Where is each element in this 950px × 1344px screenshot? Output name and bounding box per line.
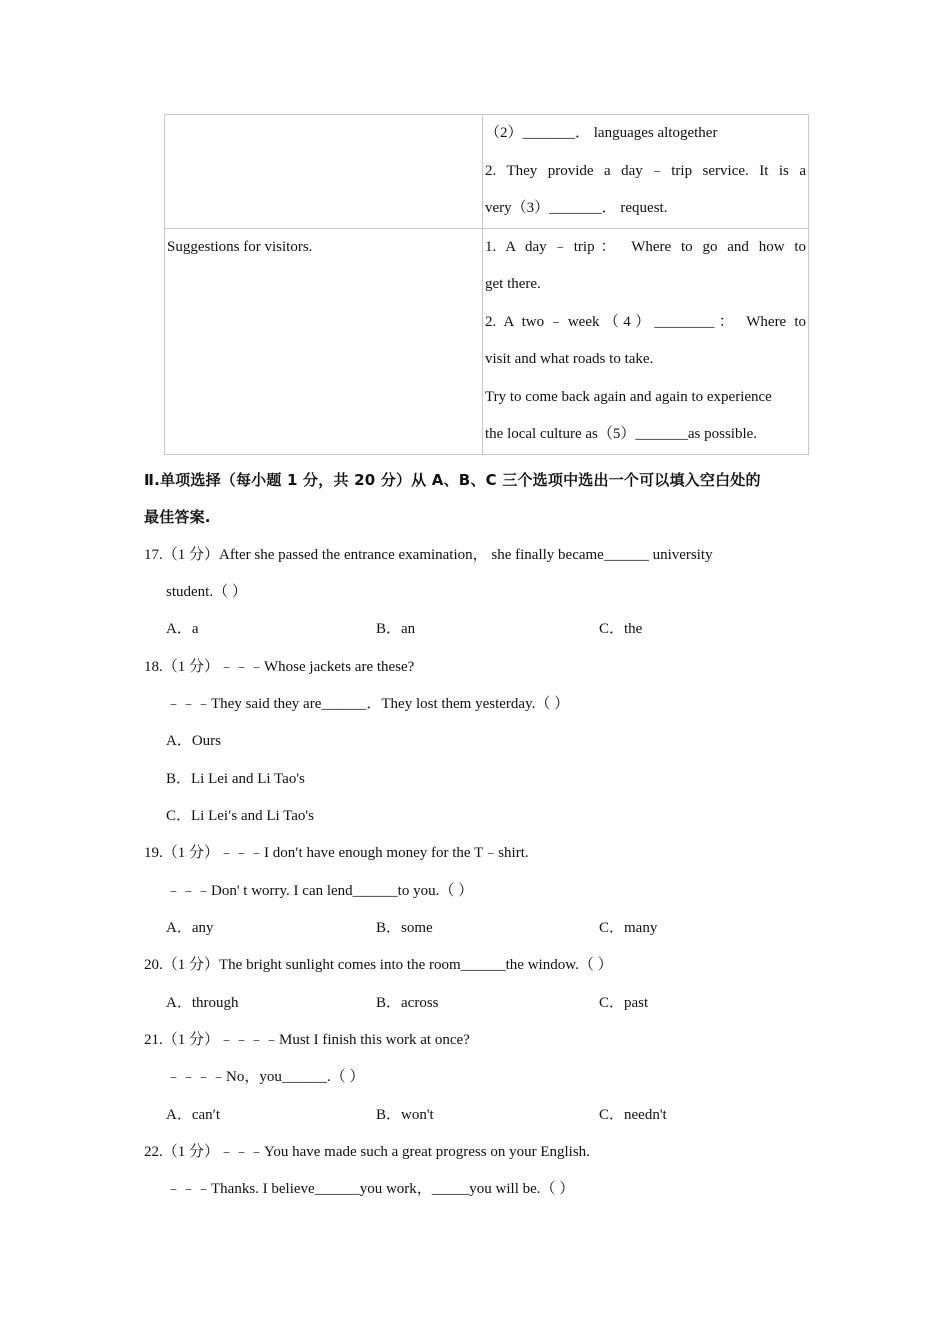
question-18-stem: 18.（1 分）﹣﹣﹣Whose jackets are these? [144,659,415,675]
question-19-option-c[interactable]: C．many [599,920,658,936]
question-19-option-b[interactable]: B．some [376,920,433,936]
question-17-stem-cont: student.（ ） [166,584,247,600]
table-text-line: the local culture as（5）_______as possible. [485,426,758,442]
question-21-option-b[interactable]: B．won't [376,1107,434,1123]
question-19-option-a[interactable]: A．any [166,920,214,936]
question-17-stem: 17.（1 分）After she passed the entrance examination， she finally became______ university [144,547,713,563]
table-text-line: 2. A two﹣week（4）________： Where to [485,313,806,330]
question-21-stem: 21.（1 分）﹣﹣﹣﹣Must I finish this work at once? [144,1032,470,1048]
table-text-line: Suggestions for visitors. [167,238,313,255]
question-18-stem-cont: ﹣﹣﹣They said they are______．They lost them yesterday.（ ） [166,696,570,712]
table-text-line: visit and what roads to take. [485,351,654,367]
question-20-option-a[interactable]: A．through [166,995,239,1011]
info-table [164,114,809,455]
question-22-stem-cont: ﹣﹣﹣Thanks. I believe______you work，_____you will be.（ ） [166,1181,575,1197]
question-17-option-a[interactable]: A．a [166,621,199,637]
question-21-option-c[interactable]: C．needn't [599,1107,667,1123]
table-text-line: 2. They provide a day﹣trip service. It is a [485,162,806,179]
question-19-stem-cont: ﹣﹣﹣Don' t worry. I can lend______to you.（ ） [166,883,474,899]
table-cell [165,228,483,454]
table-text-line: Try to come back again and again to experience [485,388,772,405]
section-title-cont: 最佳答案. [144,508,211,526]
table-cell [483,115,809,229]
question-17-option-c[interactable]: C．the [599,621,643,637]
table-text-line: 1. A day﹣trip： Where to go and how to [485,238,806,255]
question-21-option-a[interactable]: A．can′t [166,1107,221,1123]
question-18-option-a[interactable]: A．Ours [166,733,221,749]
question-21-stem-cont: ﹣﹣﹣﹣No，you______.（ ） [166,1069,365,1085]
table-cell-empty [165,115,483,229]
table-text-line: very（3）_______． request. [485,200,668,216]
question-18-option-b[interactable]: B．Li Lei and Li Tao's [166,771,305,787]
table-row [165,115,809,229]
question-17-option-b[interactable]: B．an [376,621,416,637]
question-20-option-c[interactable]: C．past [599,995,649,1011]
table-cell [483,228,809,454]
question-20-option-b[interactable]: B．across [376,995,439,1011]
question-19-stem: 19.（1 分）﹣﹣﹣I don′t have enough money for the T﹣shirt. [144,845,529,861]
table-text-line: （2）_______． languages altogether [485,125,718,141]
question-22-stem: 22.（1 分）﹣﹣﹣You have made such a great progress on your English. [144,1144,590,1160]
question-18-option-c[interactable]: C．Li Lei′s and Li Tao's [166,808,314,824]
table-row [165,228,809,454]
question-20-stem: 20.（1 分）The bright sunlight comes into the room______the window.（ ） [144,957,613,973]
table-text-line: get there. [485,276,541,292]
section-title: Ⅱ.单项选择（每小题 1 分，共 20 分）从 A、B、C 三个选项中选出一个可以填入空白处的 [144,471,761,489]
